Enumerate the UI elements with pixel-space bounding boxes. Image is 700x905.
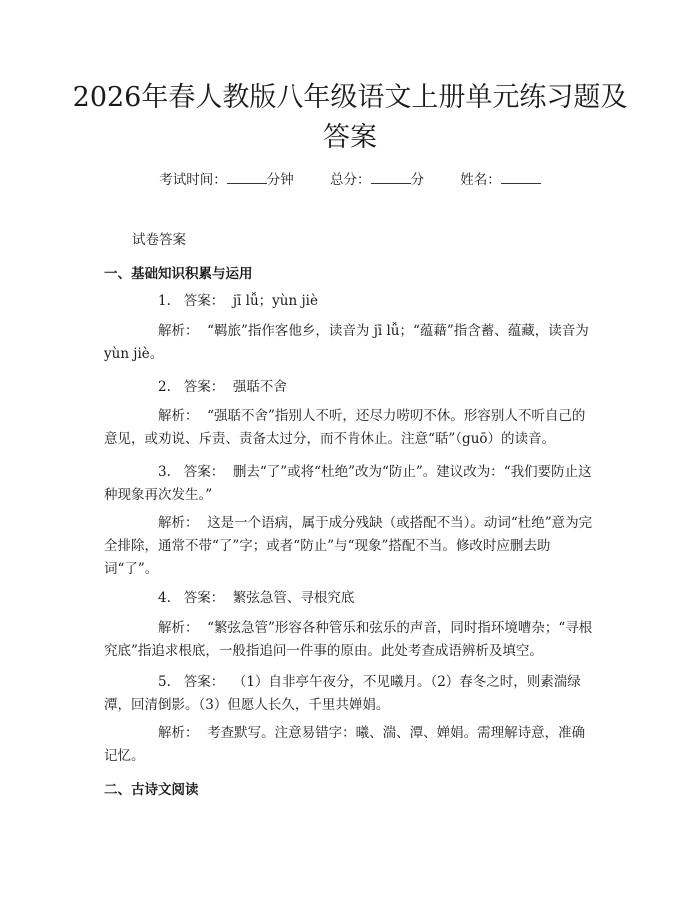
item-number: 2. (158, 379, 171, 395)
analysis-label: 解析： (158, 515, 199, 531)
analysis-text: “羁旅”指作客他乡，读音为 jī lǚ；“蕴藉”指含蓄、蕴藏，读音为 yùn jiè。 (104, 323, 589, 362)
answer-label: 答案： (183, 293, 225, 309)
item-number: 5. (158, 674, 171, 690)
answer-text: 强聒不舍 (232, 379, 287, 395)
item-number: 3. (158, 464, 171, 480)
time-unit: 分钟 (266, 172, 294, 188)
analysis-label: 解析： (158, 620, 199, 636)
exam-meta (0, 168, 700, 188)
time-blank (227, 171, 267, 184)
analysis-text: 考查默写。注意易错字：曦、湍、潭、婵娟。需理解诗意，准确记忆。 (104, 725, 586, 764)
time-field (159, 172, 298, 188)
analysis-text: “强聒不舍”指别人不听，还尽力唠叨不休。形容别人不听自己的意见，或劝说、斥责、责备太过分，而不肯休止。注意“聒”（guō）的读音。 (104, 408, 586, 447)
answer-4 (104, 587, 598, 610)
analysis-5 (104, 722, 598, 768)
section-heading-1: 一、基础知识积累与运用 (104, 266, 253, 282)
answer-text: 繁弦急管、寻根究底 (232, 590, 355, 606)
name-label: 姓名： (460, 172, 501, 188)
item-number: 1. (158, 293, 171, 309)
answer-text: 删去“了”或将“杜绝”改为“防止”。建议改为：“我们要防止这种现象再次发生。” (104, 464, 592, 503)
analysis-3 (104, 512, 598, 581)
section-intro: 试卷答案 (132, 232, 186, 248)
name-blank (501, 171, 541, 184)
analysis-text: 这是一个语病，属于成分残缺（或搭配不当）。动词“杜绝”意为完全排除，通常不带“了”字；或者“防止”与“现象”搭配不当。修改时应删去助词“了”。 (104, 515, 593, 577)
answer-label: 答案： (183, 464, 225, 480)
section-heading-2: 二、古诗文阅读 (104, 782, 199, 798)
analysis-label: 解析： (158, 323, 199, 339)
answer-label: 答案： (183, 379, 225, 395)
score-unit: 分 (410, 172, 424, 188)
analysis-label: 解析： (158, 408, 199, 424)
answer-text: （1）自非亭午夜分，不见曦月。（2）春冬之时，则素湍绿潭，回清倒影。（3）但愿人长久，千里共婵娟。 (104, 674, 581, 713)
analysis-text: “繁弦急管”形容各种管乐和弦乐的声音，同时指环境嘈杂；“寻根究底”指追求根底，一般指追问一件事的原由。此处考查成语辨析及填空。 (104, 620, 593, 659)
time-label: 考试时间： (159, 172, 227, 188)
score-blank (371, 171, 411, 184)
answer-1 (104, 290, 598, 313)
analysis-1 (104, 320, 598, 366)
answer-label: 答案： (183, 590, 225, 606)
answer-5 (104, 671, 598, 717)
score-field (330, 172, 428, 188)
page-title: 2026年春人教版八年级语文上册单元练习题及答案 (72, 82, 628, 153)
analysis-2 (104, 405, 598, 451)
answer-3 (104, 461, 598, 507)
answer-text: jī lǚ；yùn jiè (232, 293, 318, 309)
name-field (460, 172, 541, 188)
answer-2 (104, 376, 598, 399)
analysis-label: 解析： (158, 725, 199, 741)
score-label: 总分： (330, 172, 371, 188)
answer-label: 答案： (183, 674, 225, 690)
item-number: 4. (158, 590, 171, 606)
analysis-4 (104, 617, 598, 663)
